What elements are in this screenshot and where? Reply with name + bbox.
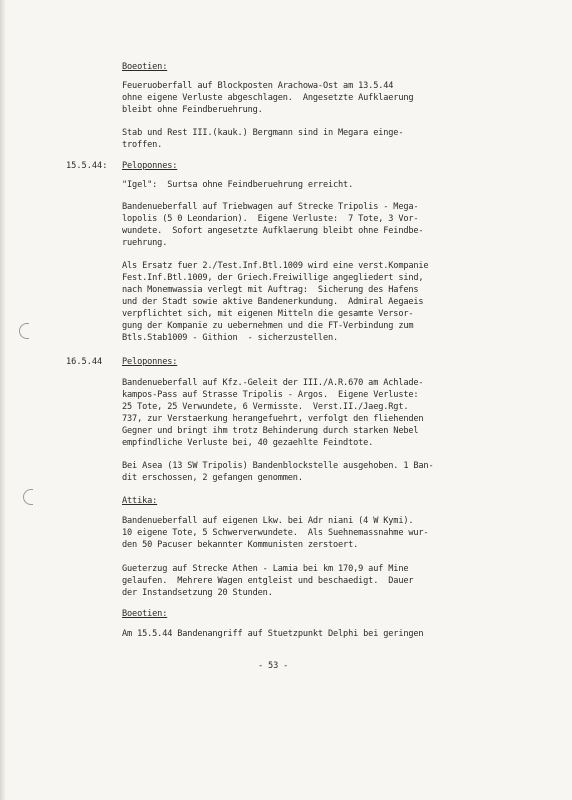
text-line: ohne eigene Verluste abgeschlagen. Angesetzte Aufklaerung — [122, 93, 414, 103]
text-line: Gueterzug auf Strecke Athen - Lamia bei km 170,9 auf Mine — [122, 564, 409, 574]
entry-date: 15.5.44: — [66, 161, 108, 171]
text-line: Am 15.5.44 Bandenangriff auf Stuetzpunkt Delphi bei geringen — [122, 629, 424, 639]
text-line: Stab und Rest III.(kauk.) Bergmann sind in Megara einge- — [122, 128, 404, 138]
text-line: kampos-Pass auf Strasse Tripolis - Argos. Eigene Verluste: — [122, 390, 419, 400]
punch-hole-mark — [19, 323, 29, 339]
text-line: 25 Tote, 25 Verwundete, 6 Vermisste. Verst.II./Jaeg.Rgt. — [122, 402, 409, 412]
text-line: empfindliche Verluste bei, 40 gezaehlte Feindtote. — [122, 438, 374, 448]
text-line: Als Ersatz fuer 2./Test.Inf.Btl.1009 wird eine verst.Kompanie — [122, 261, 429, 271]
entry-date: 16.5.44 — [66, 357, 103, 367]
text-line: Gegner und bringt ihm trotz Behinderung durch starken Nebel — [122, 426, 419, 436]
text-line: dit erschossen, 2 gefangen genommen. — [122, 473, 303, 483]
text-line: lopolis (5 0 Leondarion). Eigene Verluste: 7 Tote, 3 Vor- — [122, 214, 419, 224]
text-line: Bandenueberfall auf eigenen Lkw. bei Adr niani (4 W Kymi). — [122, 516, 414, 526]
text-line: "Igel": Surtsa ohne Feindberuehrung erreicht. — [122, 180, 354, 190]
text-line: der Instandsetzung 20 Stunden. — [122, 588, 273, 598]
page-shadow-edge — [0, 0, 6, 800]
text-line: ruehrung. — [122, 238, 168, 248]
text-line: 10 eigene Tote, 5 Schwerverwundete. Als Suehnemassnahme wur- — [122, 528, 429, 538]
text-line: gelaufen. Mehrere Wagen entgleist und beschaedigt. Dauer — [122, 576, 414, 586]
section-heading: Boeotien: — [122, 62, 168, 72]
text-line: Feueruoberfall auf Blockposten Arachowa-Ost am 13.5.44 — [122, 81, 394, 91]
text-line: Bei Asea (13 SW Tripolis) Bandenblockstelle ausgehoben. 1 Ban- — [122, 461, 434, 471]
text-line: den 50 Pacuser bekannter Kommunisten zerstoert. — [122, 540, 359, 550]
text-line: wundete. Sofort angesetzte Aufklaerung bleibt ohne Feindbe- — [122, 226, 424, 236]
text-line: und der Stadt sowie aktive Bandenerkundung. Admiral Aegaeis — [122, 297, 424, 307]
text-line: Btls.Stab1009 - Githion - sicherzustellen. — [122, 333, 339, 343]
text-line: bleibt ohne Feindberuehrung. — [122, 105, 263, 115]
text-line: gung der Kompanie zu uebernehmen und die FT-Verbindung zum — [122, 321, 414, 331]
text-line: Bandenueberfall auf Kfz.-Geleit der III./A.R.670 am Achlade- — [122, 378, 424, 388]
text-line: verpflichtet sich, mit eigenen Mitteln die gesamte Versor- — [122, 309, 414, 319]
punch-hole-mark — [23, 489, 33, 505]
page-number: - 53 - — [258, 661, 289, 671]
section-heading: Attika: — [122, 496, 158, 506]
text-line: Bandenueberfall auf Triebwagen auf Strecke Tripolis - Mega- — [122, 202, 419, 212]
section-heading: Boeotien: — [122, 609, 168, 619]
section-heading: Peloponnes: — [122, 357, 178, 367]
text-line: Fest.Inf.Btl.1009, der Griech.Freiwillige angegliedert sind, — [122, 273, 424, 283]
text-line: nach Monemwassia verlegt mit Auftrag: Sicherung des Hafens — [122, 285, 419, 295]
section-heading: Peloponnes: — [122, 161, 178, 171]
text-line: troffen. — [122, 140, 163, 150]
text-line: 737, zur Verstaerkung herangefuehrt, verfolgt den fliehenden — [122, 414, 424, 424]
